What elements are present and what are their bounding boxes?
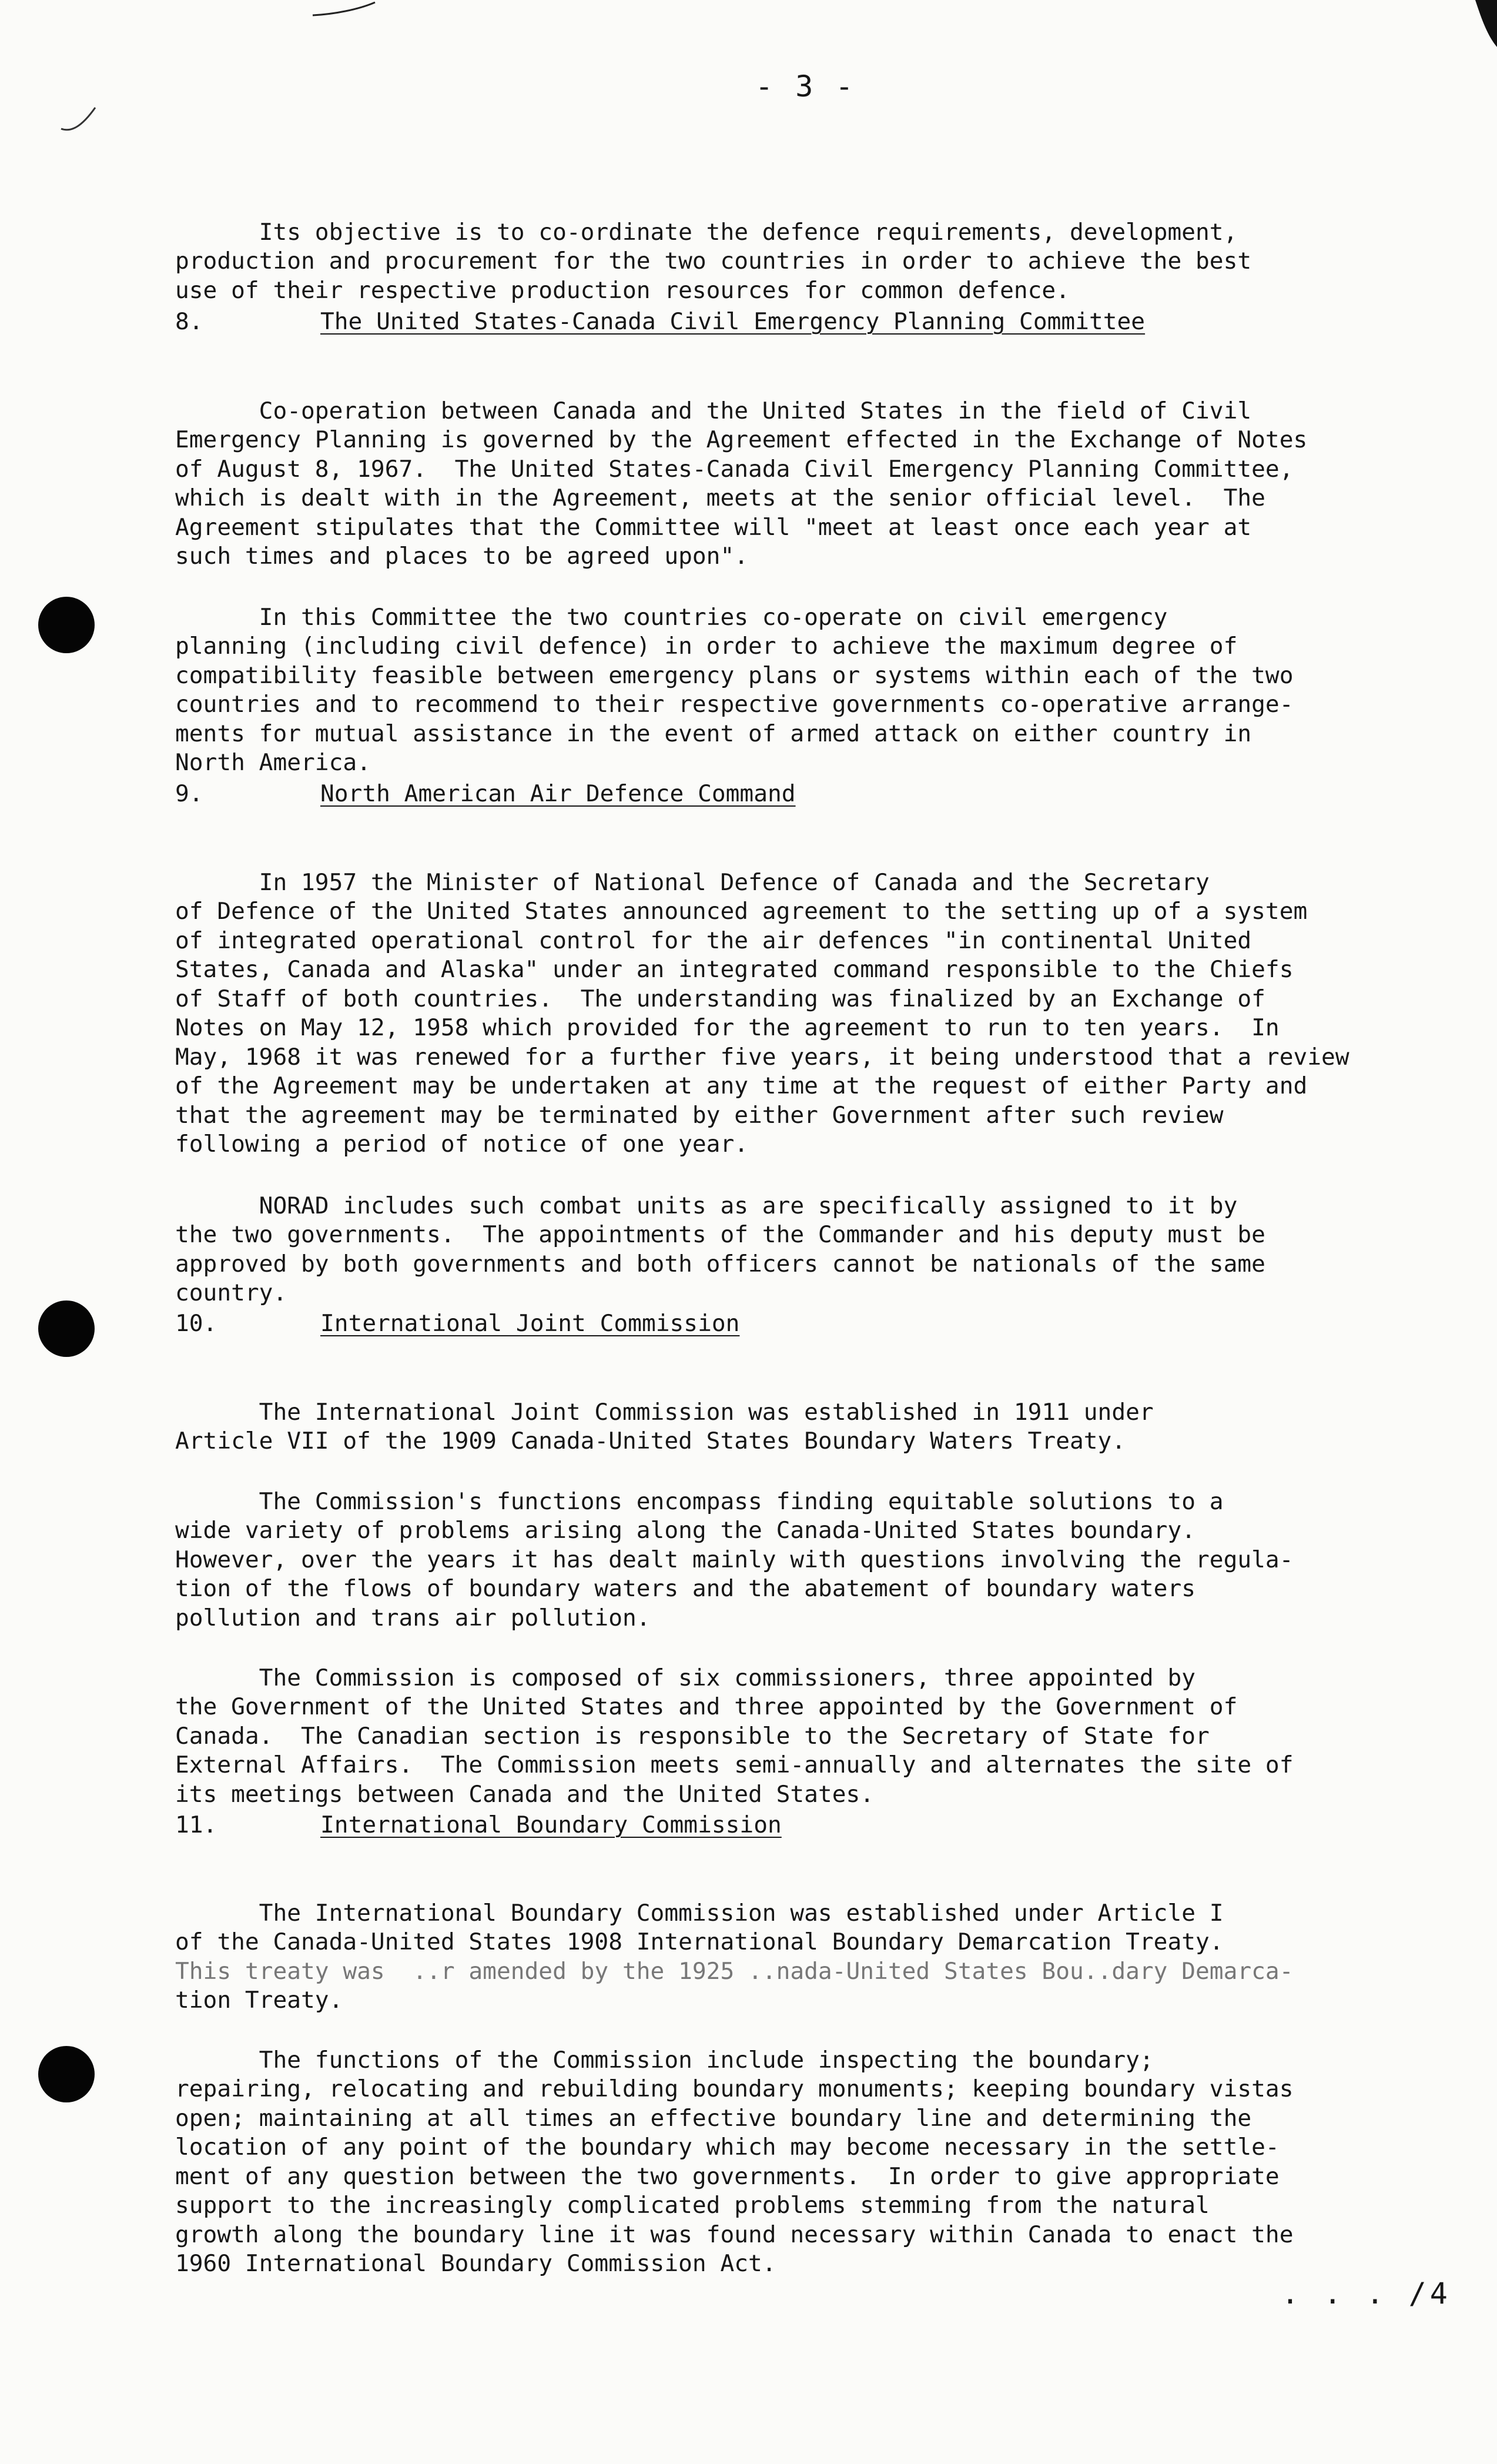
text-line: country. — [175, 1279, 287, 1306]
section-number: 8. — [175, 308, 203, 335]
text-line: ments for mutual assistance in the event of armed attack on either country in — [175, 720, 1252, 747]
text-line: that the agreement may be terminated by either Government after such review — [175, 1101, 1224, 1129]
text-line: support to the increasingly complicated problems stemming from the natural — [175, 2192, 1210, 2219]
section-paragraph — [175, 1870, 1293, 2015]
punch-hole-top — [38, 597, 95, 653]
section-title: The United States-Canada Civil Emergency Planning Committee — [320, 308, 1146, 335]
text-line: such times and places to be agreed upon". — [175, 543, 749, 570]
section-number: 11. — [175, 1811, 217, 1838]
intro-paragraph — [175, 189, 1251, 305]
scan-mark-left — [59, 103, 100, 138]
text-line: of integrated operational control for the air defences "in continental United — [175, 927, 1252, 954]
text-line: which is dealt with in the Agreement, meets at the senior official level. The — [175, 484, 1265, 511]
text-line: use of their respective production resources for common defence. — [175, 276, 1070, 304]
section-title: North American Air Defence Command — [320, 780, 796, 807]
continuation-marker: . . . /4 — [1281, 2276, 1451, 2311]
section-number: 10. — [175, 1310, 217, 1337]
text-line: Co-operation between Canada and the United States in the field of Civil — [175, 397, 1252, 424]
text-line: NORAD includes such combat units as are specifically assigned to it by — [175, 1192, 1238, 1219]
scan-mark-top — [312, 0, 376, 18]
text-line: repairing, relocating and rebuilding boundary monuments; keeping boundary vistas — [175, 2075, 1294, 2102]
text-line: The functions of the Commission include inspecting the boundary; — [175, 2046, 1154, 2074]
text-line: following a period of notice of one year. — [175, 1131, 749, 1158]
text-line: This treaty was ..r amended by the 1925 ..nada-United States Bou..dary Demarca- — [175, 1957, 1294, 1985]
section-paragraph — [175, 1369, 1154, 1456]
section-paragraph — [175, 367, 1307, 571]
punch-hole-bottom — [38, 2046, 95, 2102]
text-line: planning (including civil defence) in order to achieve the maximum degree of — [175, 633, 1238, 660]
text-line: production and procurement for the two countries in order to achieve the best — [175, 248, 1252, 275]
text-line: ment of any question between the two governments. In order to give appropriate — [175, 2162, 1280, 2190]
section-paragraph — [175, 1634, 1293, 1809]
text-line: Canada. The Canadian section is responsible to the Secretary of State for — [175, 1722, 1210, 1750]
text-line: of August 8, 1967. The United States-Canada Civil Emergency Planning Committee, — [175, 455, 1294, 483]
text-line: tion of the flows of boundary waters and the abatement of boundary waters — [175, 1575, 1196, 1602]
text-line: The Commission's functions encompass finding equitable solutions to a — [175, 1487, 1224, 1515]
text-line: tion Treaty. — [175, 1987, 343, 2014]
text-line: However, over the years it has dealt mainly with questions involving the regula- — [175, 1546, 1294, 1573]
text-line: location of any point of the boundary which may become necessary in the settle- — [175, 2134, 1280, 2161]
text-line: of Staff of both countries. The understanding was finalized by an Exchange of — [175, 985, 1265, 1012]
text-line: open; maintaining at all times an effective boundary line and determining the — [175, 2104, 1252, 2132]
text-line: Article VII of the 1909 Canada-United States Boundary Waters Treaty. — [175, 1427, 1126, 1455]
text-line: the Government of the United States and three appointed by the Government of — [175, 1693, 1238, 1720]
text-line: North America. — [175, 749, 371, 776]
section-paragraph — [175, 839, 1349, 1159]
section-paragraph — [175, 1162, 1265, 1308]
scan-mark-corner — [1463, 0, 1497, 47]
text-line: External Affairs. The Commission meets semi-annually and alternates the site of — [175, 1751, 1294, 1778]
text-line: pollution and trans air pollution. — [175, 1604, 651, 1631]
text-line: Its objective is to co-ordinate the defence requirements, development, — [175, 218, 1238, 246]
text-line: of the Agreement may be undertaken at any time at the request of either Party and — [175, 1072, 1308, 1099]
section-title: International Joint Commission — [320, 1310, 740, 1337]
page-number: - 3 - — [755, 69, 856, 103]
text-line: 1960 International Boundary Commission Act. — [175, 2250, 776, 2277]
text-line: States, Canada and Alaska" under an integrated command responsible to the Chiefs — [175, 956, 1294, 983]
section-paragraph — [175, 1458, 1293, 1633]
text-line: of Defence of the United States announced agreement to the setting up of a system — [175, 898, 1308, 925]
section-title: International Boundary Commission — [320, 1811, 782, 1838]
text-line: Notes on May 12, 1958 which provided for the agreement to run to ten years. In — [175, 1014, 1280, 1041]
text-line: compatibility feasible between emergency plans or systems within each of the two — [175, 661, 1294, 689]
section-paragraph — [175, 574, 1293, 778]
text-line: In this Committee the two countries co-operate on civil emergency — [175, 603, 1168, 631]
text-line: of the Canada-United States 1908 International Boundary Demarcation Treaty. — [175, 1928, 1224, 1955]
text-line: In 1957 the Minister of National Defence of Canada and the Secretary — [175, 868, 1210, 896]
text-line: its meetings between Canada and the United States. — [175, 1780, 875, 1808]
punch-hole-middle — [38, 1300, 95, 1357]
text-line: Agreement stipulates that the Committee will "meet at least once each year at — [175, 513, 1252, 541]
text-line: growth along the boundary line it was found necessary within Canada to enact the — [175, 2221, 1294, 2248]
text-line: Emergency Planning is governed by the Agreement effected in the Exchange of Notes — [175, 426, 1308, 453]
text-line: the two governments. The appointments of the Commander and his deputy must be — [175, 1221, 1265, 1248]
section-number: 9. — [175, 780, 203, 807]
text-line: wide variety of problems arising along the Canada-United States boundary. — [175, 1517, 1196, 1544]
text-line: May, 1968 it was renewed for a further five years, it being understood that a review — [175, 1043, 1349, 1071]
text-line: The Commission is composed of six commissioners, three appointed by — [175, 1664, 1196, 1691]
text-line: countries and to recommend to their respective governments co-operative arrange- — [175, 691, 1294, 718]
section-paragraph — [175, 2017, 1293, 2279]
text-line: approved by both governments and both officers cannot be nationals of the same — [175, 1250, 1265, 1278]
text-line: The International Boundary Commission was established under Article I — [175, 1899, 1224, 1927]
text-line: The International Joint Commission was established in 1911 under — [175, 1398, 1154, 1426]
